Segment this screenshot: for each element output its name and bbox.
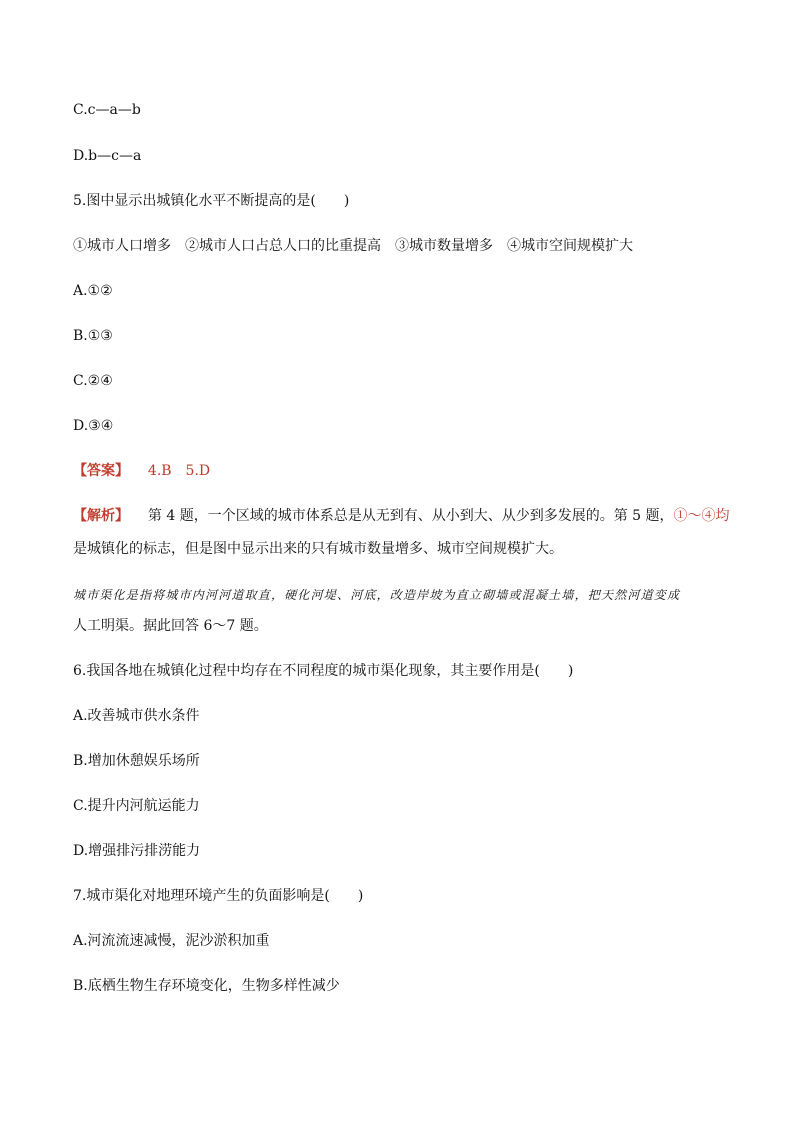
passage-line-2: 人工明渠。据此回答 6～7 题。 <box>73 618 268 634</box>
q5-option-b: B.①③ <box>73 328 113 344</box>
q4-option-d: D.b—c—a <box>73 148 142 164</box>
q6-stem: 6.我国各地在城镇化过程中均存在不同程度的城市渠化现象，其主要作用是( ) <box>73 663 574 679</box>
q7-option-b: B.底栖生物生存环境变化，生物多样性减少 <box>73 978 340 994</box>
q5-statements: ①城市人口增多 ②城市人口占总人口的比重提高 ③城市数量增多 ④城市空间规模扩大 <box>73 238 633 254</box>
q5-option-a: A.①② <box>73 283 113 299</box>
q5-stem: 5.图中显示出城镇化水平不断提高的是( ) <box>73 193 350 209</box>
analysis-line-2: 是城镇化的标志，但是图中显示出来的只有城市数量增多、城市空间规模扩大。 <box>73 541 563 557</box>
analysis-tag: 【解析】 <box>73 508 129 524</box>
q4-option-c: C.c—a—b <box>73 102 141 118</box>
q7-option-a: A.河流流速减慢，泥沙淤积加重 <box>73 933 270 949</box>
analysis-highlight: ①～④均 <box>673 508 730 524</box>
q5-option-c: C.②④ <box>73 373 113 389</box>
q6-option-b: B.增加休憩娱乐场所 <box>73 753 200 769</box>
analysis-text-1: 第 4 题，一个区域的城市体系总是从无到有、从小到大、从少到多发展的。第 5 题， <box>147 508 674 524</box>
passage-line-1: 城市渠化是指将城市内河河道取直，硬化河堤、河底，改造岸坡为直立砌墙或混凝土墙，把天然河道变成 <box>73 588 681 602</box>
q6-option-c: C.提升内河航运能力 <box>73 798 200 814</box>
answer-text: 4.B 5.D <box>147 463 211 479</box>
q5-option-d: D.③④ <box>73 418 114 434</box>
answer-tag: 【答案】 <box>73 463 129 479</box>
q6-option-a: A.改善城市供水条件 <box>73 708 200 724</box>
analysis-line-1 <box>73 506 730 526</box>
answer-line <box>73 461 210 481</box>
q6-option-d: D.增强排污排涝能力 <box>73 843 201 859</box>
q7-stem: 7.城市渠化对地理环境产生的负面影响是( ) <box>73 888 364 904</box>
